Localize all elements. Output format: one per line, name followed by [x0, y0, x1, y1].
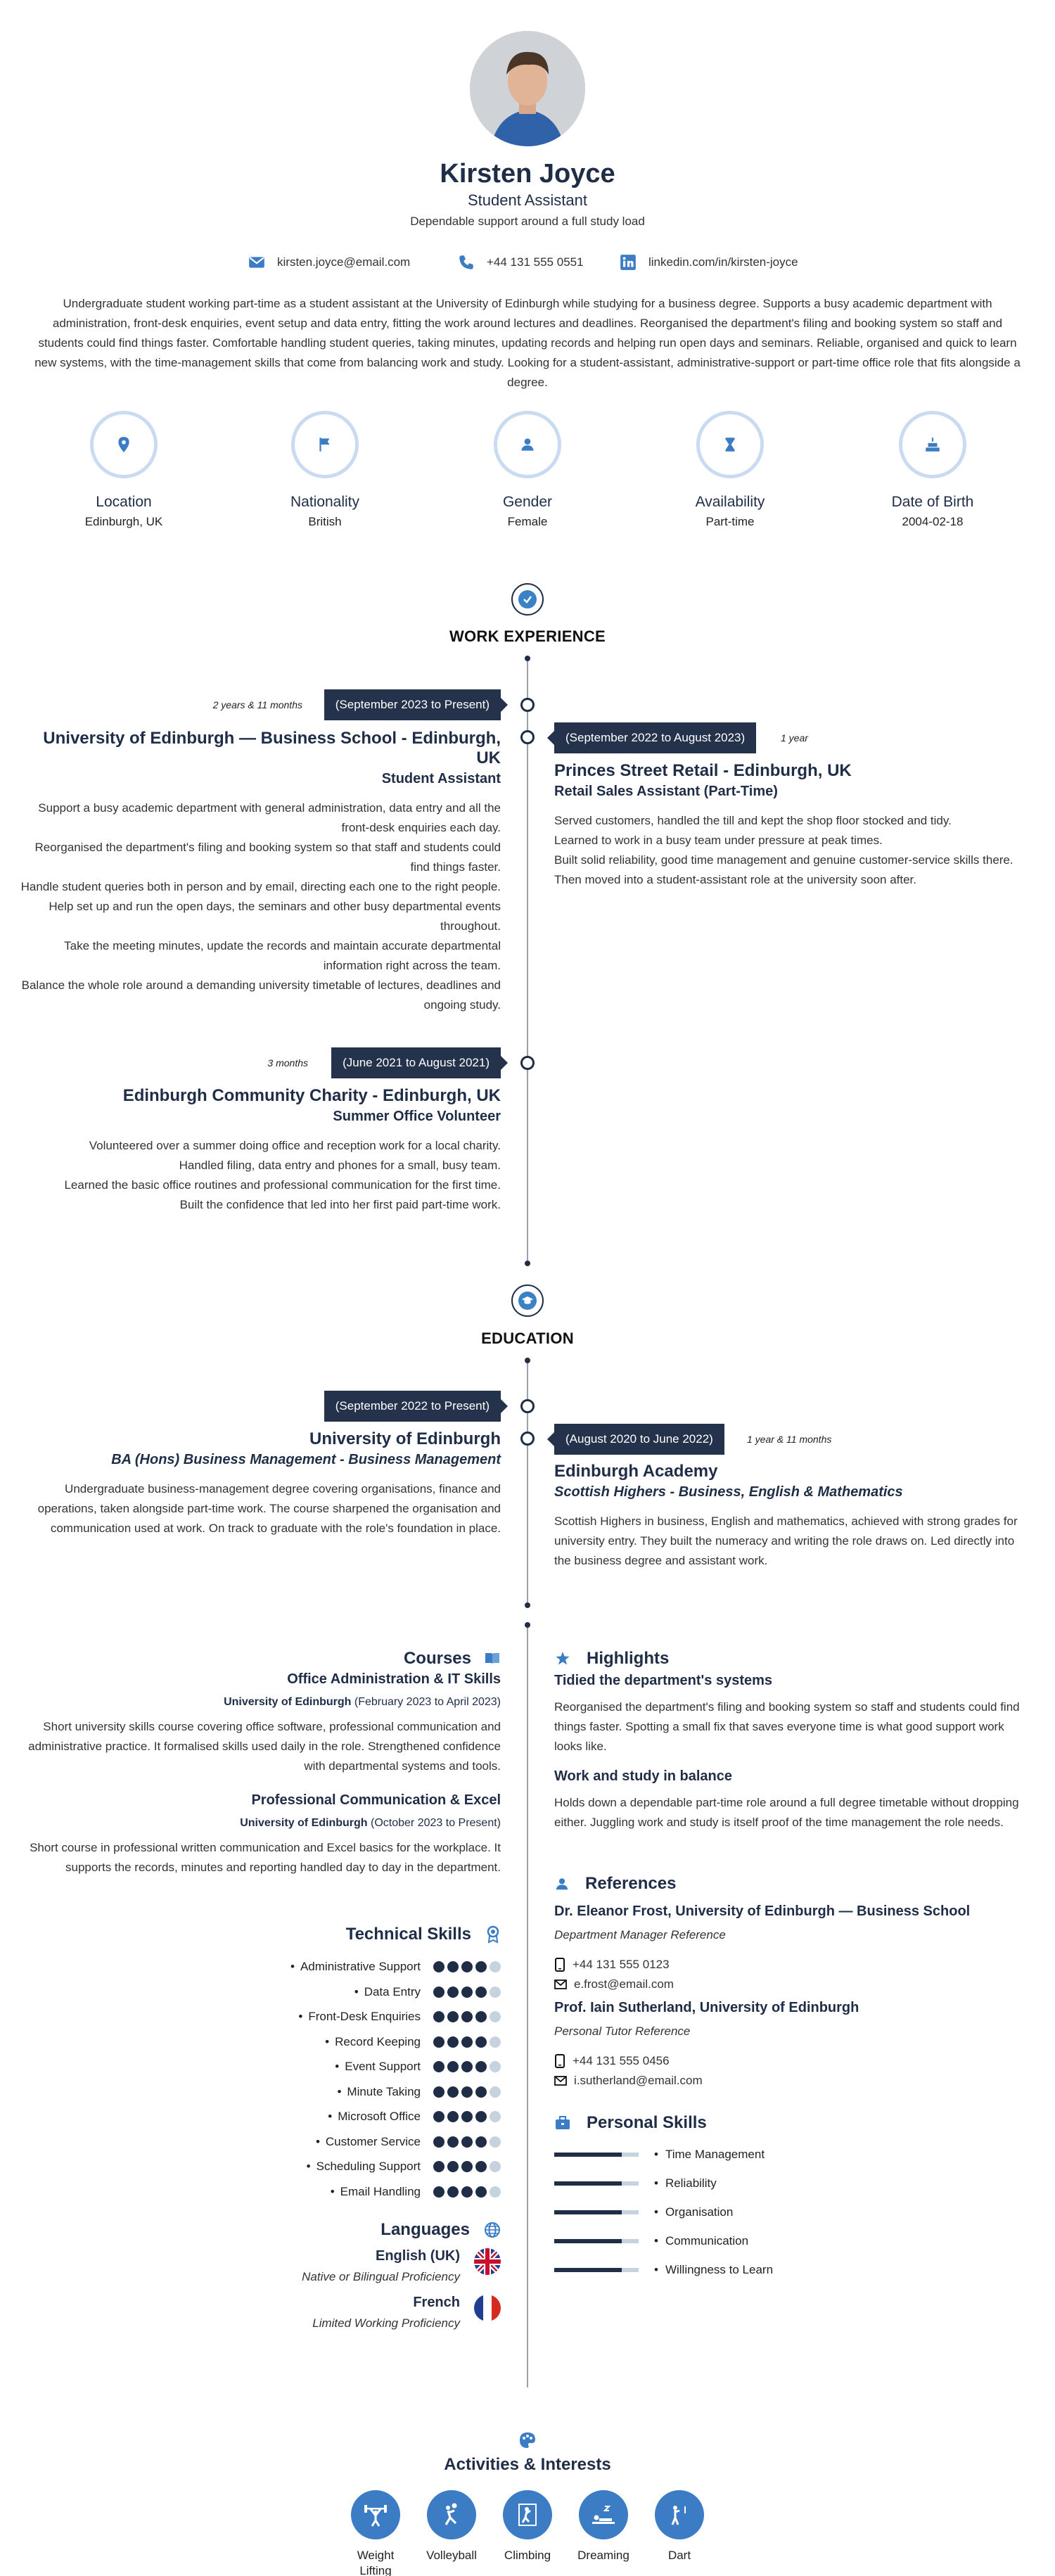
technical-skill-row	[290, 1958, 501, 1975]
rating-dot	[490, 2061, 501, 2072]
reference-role: Personal Tutor Reference	[554, 2025, 691, 2038]
personal-skill-name: Communication	[665, 2234, 749, 2247]
rating-dot	[447, 2011, 459, 2022]
job-title: Retail Sales Assistant (Part-Time)	[554, 784, 778, 799]
job-line: Then moved into a student-assistant role at the university soon after.	[554, 873, 917, 886]
technical-skill-name: Record Keeping	[335, 2034, 421, 2048]
personal-skill-row	[554, 2204, 733, 2221]
highlight-entry	[554, 1673, 1025, 1756]
activity-name: Climbing	[504, 2549, 551, 2562]
rating-dot	[490, 1987, 501, 1998]
bullet: •	[298, 2010, 303, 2023]
job-date-tag: (September 2023 to Present)	[324, 689, 501, 720]
candidate-role: Student Assistant	[468, 191, 587, 209]
job-line: Learned to work in a busy team under pressure at peak times.	[554, 834, 883, 847]
hourglass-icon	[721, 435, 739, 454]
info-nationality	[255, 411, 395, 529]
bullet: •	[315, 2134, 320, 2148]
rating-dot	[475, 2011, 487, 2022]
reference-phone[interactable]	[554, 2051, 1025, 2071]
technical-skill-name: Data Entry	[364, 1984, 421, 1998]
job-line: Help set up and run the open days, the seminars and other busy departmental events throughout.	[49, 900, 501, 933]
rating-dot	[461, 2111, 473, 2122]
technical-skill-name: Email Handling	[340, 2184, 421, 2198]
technical-skill-name: Minute Taking	[347, 2084, 421, 2098]
personal-skills-title: Personal Skills	[587, 2113, 707, 2132]
volleyball-icon	[437, 2501, 466, 2529]
rating-dot	[433, 2086, 445, 2098]
rating-dot	[461, 2061, 473, 2072]
technical-skill-row	[335, 2058, 501, 2075]
reference-name: Prof. Iain Sutherland, University of Edinburgh	[554, 2000, 859, 2015]
education-date-tag: (August 2020 to June 2022)	[554, 1424, 724, 1455]
reference-phone[interactable]	[554, 1955, 1025, 1975]
course-dates: (October 2023 to Present)	[371, 1817, 501, 1829]
technical-skill-row	[354, 1984, 501, 2001]
email-contact[interactable]	[248, 253, 410, 272]
course-name: Professional Communication & Excel	[251, 1792, 501, 1808]
rating-dot	[447, 2086, 459, 2098]
linkedin-text: linkedin.com/in/kirsten-joyce	[648, 255, 798, 269]
technical-skills-header	[346, 1925, 501, 1944]
reference-role: Department Manager Reference	[554, 1928, 726, 1941]
education-school: University of Edinburgh	[309, 1429, 501, 1448]
education-desc: Undergraduate business-management degree covering organisations, finance and operations, taken alongside part-time work. The course sharpened the organisation and communication used at work. On track to graduate with the role's foundation in place.	[37, 1482, 501, 1535]
email-icon	[248, 253, 266, 272]
course-desc: Short course in professional written communication and Excel basics for the workplace. It supports the records, minutes and reporting handled day to day in the department.	[30, 1841, 501, 1874]
highlight-title: Tidied the department's systems	[554, 1673, 773, 1688]
bullet: •	[654, 2176, 658, 2190]
rating-dot	[433, 1961, 445, 1972]
rating-dot	[461, 1987, 473, 1998]
rating-dot	[447, 2136, 459, 2148]
references-header	[554, 1874, 676, 1894]
flag-icon	[316, 435, 334, 454]
info-label: Availability	[695, 494, 765, 510]
rating-dot	[461, 2036, 473, 2048]
activity-name: Dart	[667, 2549, 691, 2562]
rating-dot	[447, 1987, 459, 1998]
technical-skill-name: Scheduling Support	[316, 2160, 421, 2173]
activity-item	[492, 2490, 563, 2563]
bullet: •	[354, 1984, 359, 1998]
education-duration: 1 year & 11 months	[747, 1434, 832, 1445]
skill-rating	[433, 1987, 501, 1998]
technical-skill-name: Administrative Support	[300, 1960, 421, 1973]
bullet: •	[330, 2184, 335, 2198]
reference-entry	[554, 2000, 1025, 2091]
skill-rating	[433, 2011, 501, 2022]
contact-bar	[0, 253, 1055, 273]
email-text: kirsten.joyce@email.com	[277, 255, 411, 269]
rating-dot	[490, 2161, 501, 2172]
job-date-tag: (September 2022 to August 2023)	[554, 722, 756, 753]
job-line: Built the confidence that led into her first paid part-time work.	[179, 1198, 501, 1211]
rating-dot	[447, 2186, 459, 2198]
course-dates: (February 2023 to April 2023)	[354, 1696, 501, 1708]
rating-dot	[475, 1987, 487, 1998]
rating-dot	[475, 2086, 487, 2098]
language-entry	[312, 2295, 501, 2333]
info-availability	[660, 411, 800, 529]
reference-name: Dr. Eleanor Frost, University of Edinburgh — Business School	[554, 1904, 971, 1919]
bullet: •	[290, 1960, 295, 1973]
job-duration: 2 years & 11 months	[212, 699, 302, 710]
course-entry	[15, 1792, 501, 1877]
technical-skill-row	[331, 2183, 501, 2200]
weight-lifting-icon	[362, 2501, 390, 2529]
rating-dot	[461, 1961, 473, 1972]
skill-level-bar	[554, 2239, 639, 2243]
timeline-marker	[520, 1432, 535, 1446]
technical-skill-row	[316, 2134, 501, 2150]
rating-dot	[433, 2061, 445, 2072]
reference-email-text: i.sutherland@email.com	[574, 2074, 703, 2087]
job-title: Student Assistant	[381, 771, 501, 786]
award-icon	[485, 1925, 501, 1944]
envelope-icon	[554, 2076, 567, 2086]
education-degree: BA (Hons) Business Management - Business Management	[111, 1452, 501, 1467]
summary-paragraph: Undergraduate student working part-time as a student assistant at the University of Edinburgh while studying for a business degree. Supports a busy academic department with administration, front-desk enquiries, event setup and data entry, fitting the work around lectures and deadlines. Reorganised the department's filing and booking system so staff and students could find things faster. Comfortable handling student queries, taking minutes, updating records and helping run open days and seminars. Reliable, organised and quick to learn new systems, with the time-management skills that come from balancing work and study. Looking for a student-assistant, administrative-support or part-time office role that fits alongside a degree.	[34, 297, 1021, 389]
climbing-icon	[513, 2501, 542, 2529]
bullet: •	[335, 2060, 340, 2073]
job-org: Edinburgh Community Charity - Edinburgh, UK	[122, 1086, 501, 1105]
courses-header	[404, 1649, 501, 1669]
phone-icon	[457, 253, 475, 272]
rating-dot	[447, 2111, 459, 2122]
language-entry	[302, 2248, 501, 2287]
highlight-desc: Reorganised the department's filing and booking system so staff and students could find things faster. Spotting a small fix that saves everyone time is what good support work looks like.	[554, 1700, 1020, 1753]
phone-contact[interactable]	[457, 253, 584, 272]
timeline-dot	[525, 656, 530, 661]
skill-rating	[433, 2161, 501, 2172]
info-dob	[862, 411, 1003, 529]
technical-skill-row	[337, 2084, 501, 2100]
education-date-tag: (September 2022 to Present)	[324, 1391, 501, 1422]
reference-email[interactable]	[554, 1975, 1025, 1994]
reference-phone-text: +44 131 555 0123	[573, 1958, 670, 1971]
activity-name: Weight Lifting	[357, 2549, 395, 2576]
personal-skill-name: Time Management	[665, 2148, 765, 2161]
bullet: •	[328, 2110, 333, 2123]
activity-name: Dreaming	[577, 2549, 629, 2562]
skill-rating	[433, 1961, 501, 1972]
rating-dot	[490, 2086, 501, 2098]
technical-skill-name: Event Support	[345, 2060, 421, 2073]
bullet: •	[654, 2148, 658, 2161]
job-duration: 1 year	[781, 732, 808, 744]
work-section-icon	[511, 583, 544, 616]
reference-email-text: e.frost@email.com	[574, 1977, 674, 1991]
job-line: Built solid reliability, good time management and genuine customer-service skills there.	[554, 853, 1014, 867]
activities-title: Activities & Interests	[444, 2455, 611, 2474]
rating-dot	[461, 2086, 473, 2098]
personal-skill-row	[554, 2175, 717, 2192]
info-value: British	[308, 515, 342, 528]
rating-dot	[475, 2111, 487, 2122]
person-icon	[518, 435, 537, 454]
rating-dot	[447, 1961, 459, 1972]
timeline-marker	[520, 1399, 535, 1413]
reference-phone-text: +44 131 555 0456	[573, 2054, 670, 2067]
timeline-dot	[525, 1358, 530, 1363]
course-name: Office Administration & IT Skills	[287, 1671, 501, 1687]
rating-dot	[447, 2036, 459, 2048]
highlight-entry	[554, 1768, 1025, 1832]
rating-dot	[461, 2186, 473, 2198]
job-entry	[554, 761, 1025, 890]
bullet: •	[325, 2034, 330, 2048]
info-label: Nationality	[290, 494, 360, 510]
job-date-tag: (June 2021 to August 2021)	[331, 1047, 501, 1078]
rating-dot	[433, 2186, 445, 2198]
skill-level-fill	[554, 2239, 622, 2243]
globe-icon	[484, 2221, 501, 2238]
info-gender	[457, 411, 598, 529]
info-label: Date of Birth	[891, 494, 974, 510]
job-line: Balance the whole role around a demanding university timetable of lectures, deadlines and ongoing study.	[21, 978, 501, 1012]
reference-entry	[554, 1904, 1025, 1994]
rating-dot	[461, 2011, 473, 2022]
star-badge-icon	[554, 1650, 571, 1667]
personal-skill-name: Organisation	[665, 2205, 734, 2219]
rating-dot	[433, 2136, 445, 2148]
highlight-desc: Holds down a dependable part-time role around a full degree timetable without dropping either. Juggling work and study is itself proof of the time management the role needs.	[554, 1796, 1019, 1829]
book-icon	[484, 1651, 501, 1666]
skill-rating	[433, 2061, 501, 2072]
info-label: Location	[96, 494, 152, 510]
uk-flag-icon	[474, 2248, 501, 2275]
france-flag-icon	[474, 2295, 501, 2321]
technical-skill-row	[325, 2034, 501, 2051]
info-label: Gender	[502, 494, 553, 510]
languages-header	[381, 2220, 501, 2240]
education-entry	[15, 1429, 501, 1538]
job-line: Handled filing, data entry and phones for a small, busy team.	[179, 1159, 501, 1172]
rating-dot	[461, 2161, 473, 2172]
job-entry	[15, 729, 501, 1015]
phone-text: +44 131 555 0551	[487, 255, 584, 269]
job-title: Summer Office Volunteer	[333, 1109, 501, 1124]
language-level: Limited Working Proficiency	[312, 2316, 460, 2330]
job-entry	[15, 1086, 501, 1215]
education-section-title: EDUCATION	[481, 1330, 574, 1347]
profile-photo	[470, 31, 585, 146]
language-level: Native or Bilingual Proficiency	[302, 2270, 460, 2283]
highlights-header	[554, 1649, 669, 1669]
info-value: Part-time	[705, 515, 755, 528]
candidate-tagline: Dependable support around a full study load	[410, 215, 645, 228]
personal-skills-header	[554, 2113, 707, 2133]
skill-level-fill	[554, 2268, 622, 2272]
rating-dot	[433, 2111, 445, 2122]
work-section-title: WORK EXPERIENCE	[449, 627, 606, 645]
rating-dot	[447, 2061, 459, 2072]
personal-skill-name: Willingness to Learn	[665, 2263, 774, 2276]
course-desc: Short university skills course covering office software, professional communication and administrative practice. It formalised skills used daily in the role. Strengthened confidence with departmental systems and tools.	[28, 1720, 501, 1773]
rating-dot	[433, 1987, 445, 1998]
references-title: References	[585, 1874, 677, 1893]
bullet: •	[654, 2205, 658, 2219]
job-line: Learned the basic office routines and professional communication for the first time.	[64, 1178, 501, 1192]
timeline-dot	[525, 1261, 530, 1266]
job-line: Handle student queries both in person and by email, directing each one to the right people.	[20, 880, 501, 893]
skill-level-bar	[554, 2153, 639, 2157]
activity-name: Volleyball	[426, 2549, 477, 2562]
mobile-phone-icon	[554, 2054, 565, 2068]
linkedin-contact[interactable]	[619, 253, 798, 272]
highlights-title: Highlights	[587, 1649, 670, 1668]
reference-email[interactable]	[554, 2071, 1025, 2091]
cake-icon	[923, 435, 942, 454]
skill-level-fill	[554, 2181, 622, 2186]
job-line: Volunteered over a summer doing office and reception work for a local charity.	[89, 1139, 501, 1152]
personal-skill-name: Reliability	[665, 2176, 717, 2190]
personal-skill-row	[554, 2146, 765, 2163]
skill-rating	[433, 2036, 501, 2048]
bullet: •	[654, 2234, 658, 2247]
education-section-icon	[511, 1284, 544, 1317]
skill-level-bar	[554, 2181, 639, 2186]
bullet: •	[306, 2160, 311, 2173]
technical-skills-title: Technical Skills	[345, 1925, 471, 1944]
rating-dot	[475, 2186, 487, 2198]
technical-skill-name: Front-Desk Enquiries	[308, 2010, 421, 2023]
highlight-title: Work and study in balance	[554, 1768, 733, 1784]
technical-skill-row	[328, 2108, 501, 2125]
bullet: •	[337, 2084, 342, 2098]
candidate-name: Kirsten Joyce	[440, 159, 615, 189]
activity-item	[568, 2490, 639, 2563]
dart-icon	[665, 2501, 693, 2529]
course-school: University of Edinburgh	[224, 1696, 352, 1708]
job-org: Princes Street Retail - Edinburgh, UK	[554, 761, 852, 780]
info-value: 2004-02-18	[902, 515, 964, 528]
job-line: Take the meeting minutes, update the records and maintain accurate departmental information right across the team.	[64, 939, 501, 972]
skill-rating	[433, 2186, 501, 2198]
skill-rating	[433, 2086, 501, 2098]
activity-item	[340, 2490, 411, 2576]
job-duration: 3 months	[267, 1057, 308, 1069]
skill-level-bar	[554, 2210, 639, 2214]
rating-dot	[490, 2011, 501, 2022]
rating-dot	[490, 2136, 501, 2148]
person-icon	[554, 1876, 570, 1892]
education-degree: Scottish Highers - Business, English & Mathematics	[554, 1484, 903, 1500]
job-line: Reorganised the department's filing and booking system so that staff and students could find things faster.	[34, 841, 501, 874]
palette-icon	[518, 2431, 537, 2449]
personal-skill-row	[554, 2262, 773, 2278]
location-pin-icon	[115, 435, 133, 454]
rating-dot	[490, 1961, 501, 1972]
timeline-line	[527, 1628, 528, 2387]
timeline-dot	[525, 1622, 530, 1628]
skill-level-fill	[554, 2153, 622, 2157]
info-value: Female	[507, 515, 548, 528]
timeline-marker	[520, 698, 535, 712]
rating-dot	[461, 2136, 473, 2148]
rating-dot	[475, 2161, 487, 2172]
linkedin-icon	[619, 253, 637, 272]
course-entry	[15, 1671, 501, 1776]
rating-dot	[433, 2161, 445, 2172]
rating-dot	[475, 2061, 487, 2072]
rating-dot	[490, 2186, 501, 2198]
bullet: •	[654, 2263, 658, 2276]
rating-dot	[490, 2036, 501, 2048]
language-name: French	[413, 2295, 460, 2310]
skill-rating	[433, 2136, 501, 2148]
courses-title: Courses	[403, 1649, 471, 1668]
education-school: Edinburgh Academy	[554, 1462, 718, 1481]
languages-title: Languages	[381, 2220, 470, 2239]
job-line: Support a busy academic department with general administration, data entry and all the front-desk enquiries each day.	[38, 801, 501, 834]
technical-skill-name: Customer Service	[325, 2134, 421, 2148]
timeline-marker	[520, 730, 535, 744]
rating-dot	[475, 1961, 487, 1972]
rating-dot	[475, 2036, 487, 2048]
timeline-dot	[525, 1602, 530, 1608]
info-value: Edinburgh, UK	[84, 515, 163, 528]
technical-skill-row	[298, 2008, 501, 2025]
personal-skill-row	[554, 2233, 748, 2250]
education-desc: Scottish Highers in business, English and mathematics, achieved with strong grades for university entry. They built the numeracy and writing the role draws on. Led directly into the business degree and assistant work.	[554, 1515, 1018, 1567]
technical-skill-row	[307, 2158, 501, 2175]
timeline-marker	[520, 1056, 535, 1070]
education-entry	[554, 1462, 1025, 1571]
info-location	[53, 411, 194, 529]
skill-level-bar	[554, 2268, 639, 2272]
skill-rating	[433, 2111, 501, 2122]
rating-dot	[490, 2111, 501, 2122]
rating-dot	[475, 2136, 487, 2148]
technical-skill-name: Microsoft Office	[338, 2110, 421, 2123]
dreaming-icon	[589, 2501, 618, 2529]
envelope-icon	[554, 1979, 567, 1989]
course-school: University of Edinburgh	[240, 1817, 368, 1829]
rating-dot	[447, 2161, 459, 2172]
skill-level-fill	[554, 2210, 622, 2214]
job-line: Served customers, handled the till and kept the shop floor stocked and tidy.	[554, 814, 952, 827]
rating-dot	[433, 2011, 445, 2022]
toolbox-icon	[554, 2115, 571, 2131]
activity-item	[416, 2490, 487, 2563]
job-org: University of Edinburgh — Business School - Edinburgh, UK	[43, 729, 501, 767]
mobile-phone-icon	[554, 1958, 565, 1972]
activity-item	[644, 2490, 715, 2563]
rating-dot	[433, 2036, 445, 2048]
language-name: English (UK)	[376, 2248, 460, 2264]
timeline-line	[527, 661, 528, 1261]
